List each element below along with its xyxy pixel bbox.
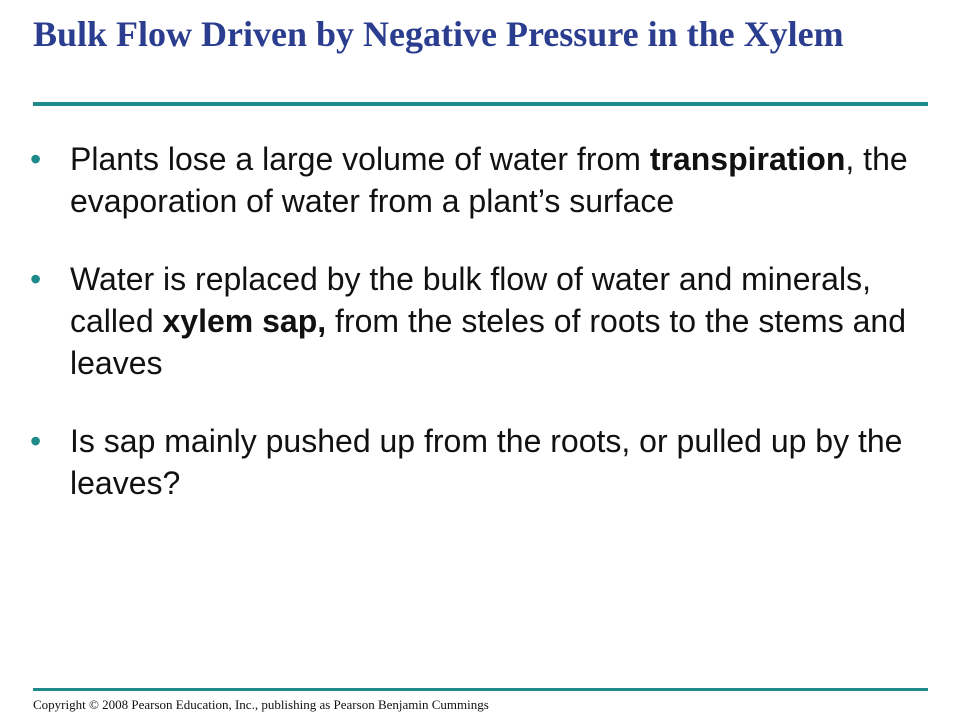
bullet-bold-term: xylem sap, <box>162 303 327 339</box>
bullet-text: Is sap mainly pushed up from the roots, or pulled up by the leaves? <box>70 423 903 501</box>
bullet-list <box>30 138 910 540</box>
bullet-text: Water is replaced by the bulk flow of water and minerals, called <box>70 261 871 339</box>
footer-divider <box>33 688 928 691</box>
bullet-marker: • <box>30 261 42 297</box>
bullet-text: Plants lose a large volume of water from <box>70 141 650 177</box>
bullet-text: from the steles of roots to the stems and leaves <box>70 303 906 381</box>
title-divider <box>33 102 928 106</box>
bullet-marker: • <box>30 141 42 177</box>
bullet-item <box>30 138 910 222</box>
slide-title: Bulk Flow Driven by Negative Pressure in the Xylem <box>33 14 844 54</box>
bullet-marker: • <box>30 423 42 459</box>
bullet-item <box>30 258 910 384</box>
bullet-bold-term: transpiration <box>649 141 846 177</box>
bullet-text: , the evaporation of water from a plant’s surface <box>70 141 908 219</box>
copyright-footer: Copyright © 2008 Pearson Education, Inc., publishing as Pearson Benjamin Cummings <box>33 697 489 712</box>
bullet-item <box>30 420 910 504</box>
